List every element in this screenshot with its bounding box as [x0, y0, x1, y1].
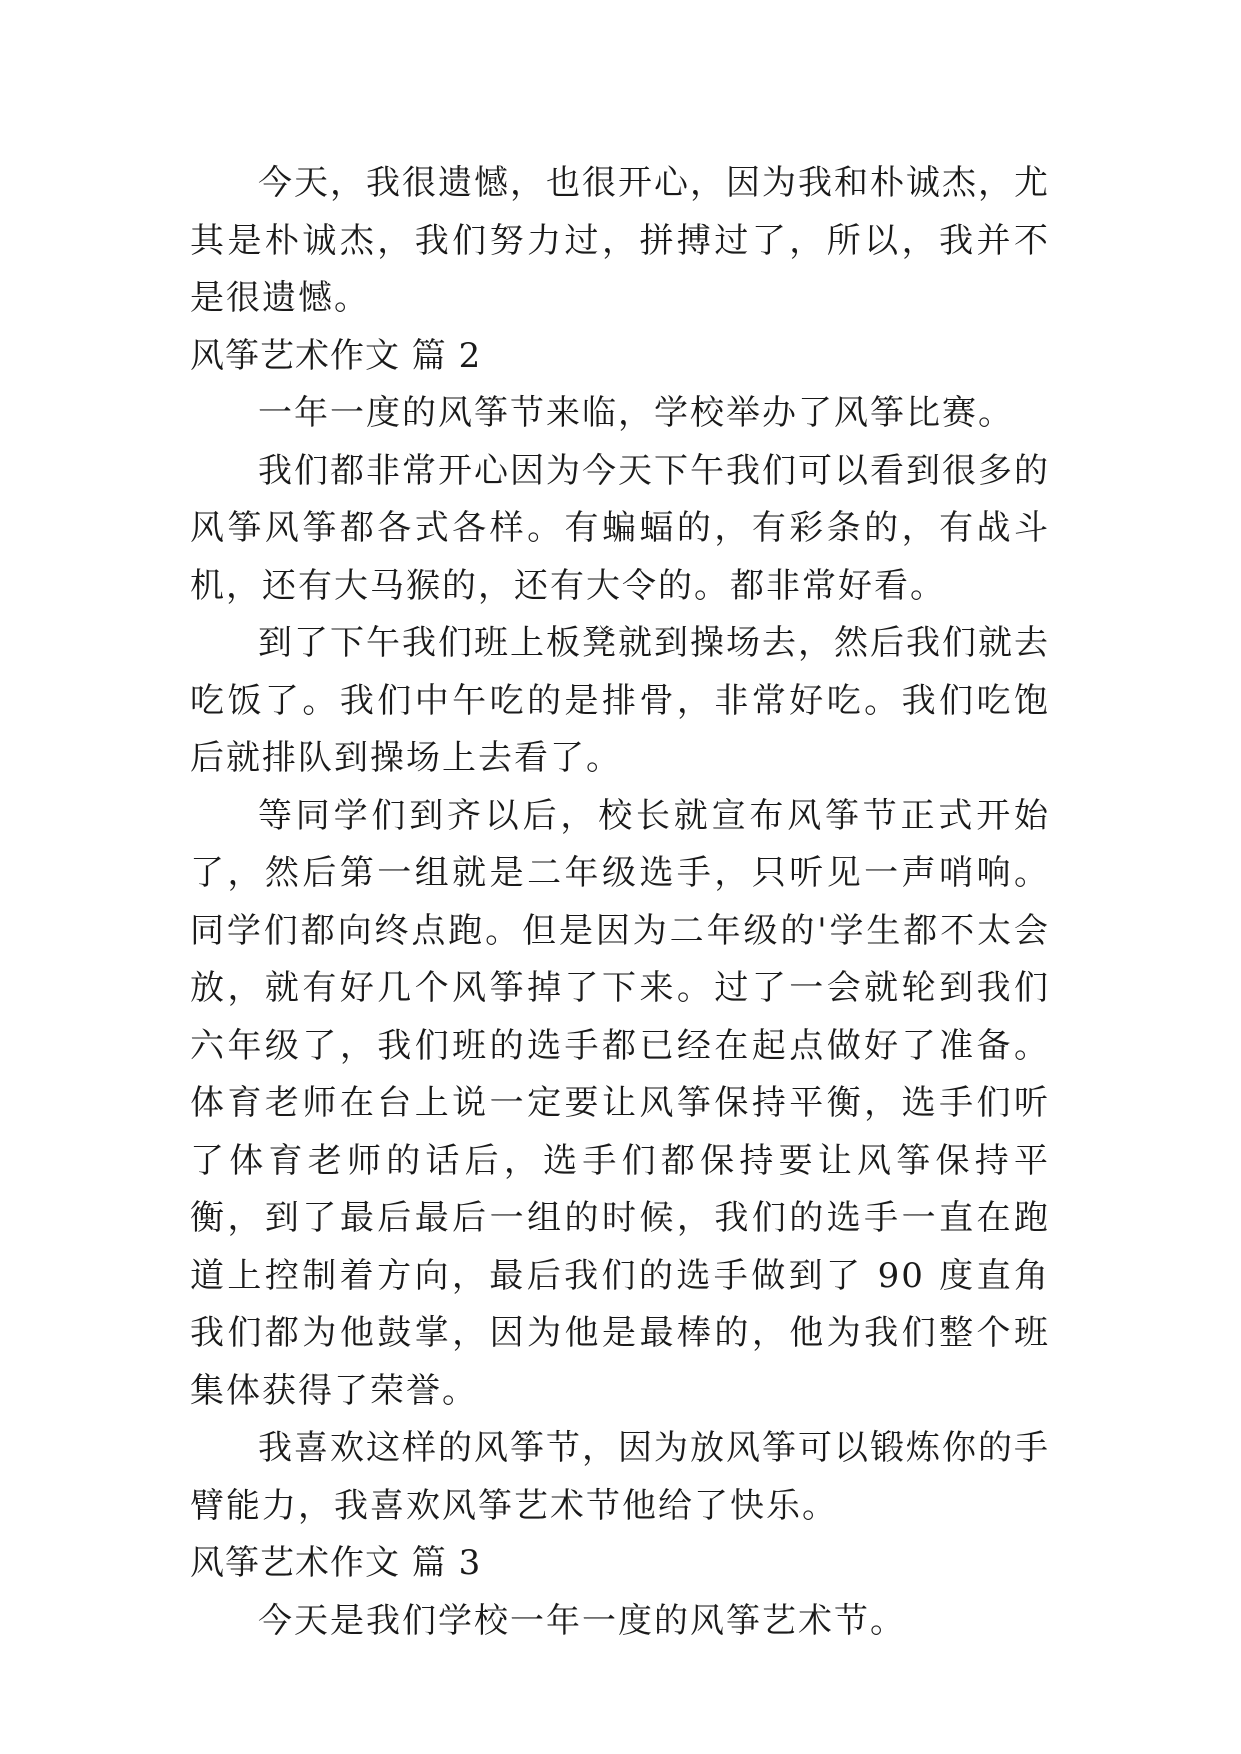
paragraph: 我们都非常开心因为今天下午我们可以看到很多的风筝风筝都各式各样。有蝙蝠的，有彩条的，有战斗机，还有大马猴的，还有大令的。都非常好看。	[190, 450, 1050, 606]
paragraph: 一年一度的风筝节来临，学校举办了风筝比赛。	[258, 393, 1014, 433]
section-heading: 风筝艺术作文 篇 2	[190, 335, 482, 376]
paragraph: 今天是我们学校一年一度的风筝艺术节。	[258, 1600, 906, 1641]
section-heading: 风筝艺术作文 篇 3	[190, 1543, 482, 1583]
paragraph: 我喜欢这样的风筝节，因为放风筝可以锻炼你的手臂能力，我喜欢风筝艺术节他给了快乐。	[190, 1428, 1050, 1526]
paragraph: 到了下午我们班上板凳就到操场去，然后我们就去吃饭了。我们中午吃的是排骨，非常好吃。我们吃饱后就排队到操场上去看了。	[190, 623, 1050, 778]
document-body	[190, 155, 1050, 1650]
paragraph: 今天，我很遗憾，也很开心，因为我和朴诚杰，尤其是朴诚杰，我们努力过，拼搏过了，所以，我并不是很遗憾。	[190, 163, 1050, 318]
paragraph: 等同学们到齐以后，校长就宣布风筝节正式开始了，然后第一组就是二年级选手，只听见一声哨响。同学们都向终点跑。但是因为二年级的'学生都不太会放，就有好几个风筝掉了下来。过了一会就轮到我们六年级了，我们班的选手都已经在起点做好了准备。体育老师在台上说一定要让风筝保持平衡，选手们听了体育老师的话后，选手们都保持要让风筝保持平衡，到了最后最后一组的时候，我们的选手一直在跑道上控制着方向，最后我们的选手做到了 90 度直角我们都为他鼓掌，因为他是最棒的，他为我们整个班集体获得了荣誉。	[190, 795, 1050, 1411]
